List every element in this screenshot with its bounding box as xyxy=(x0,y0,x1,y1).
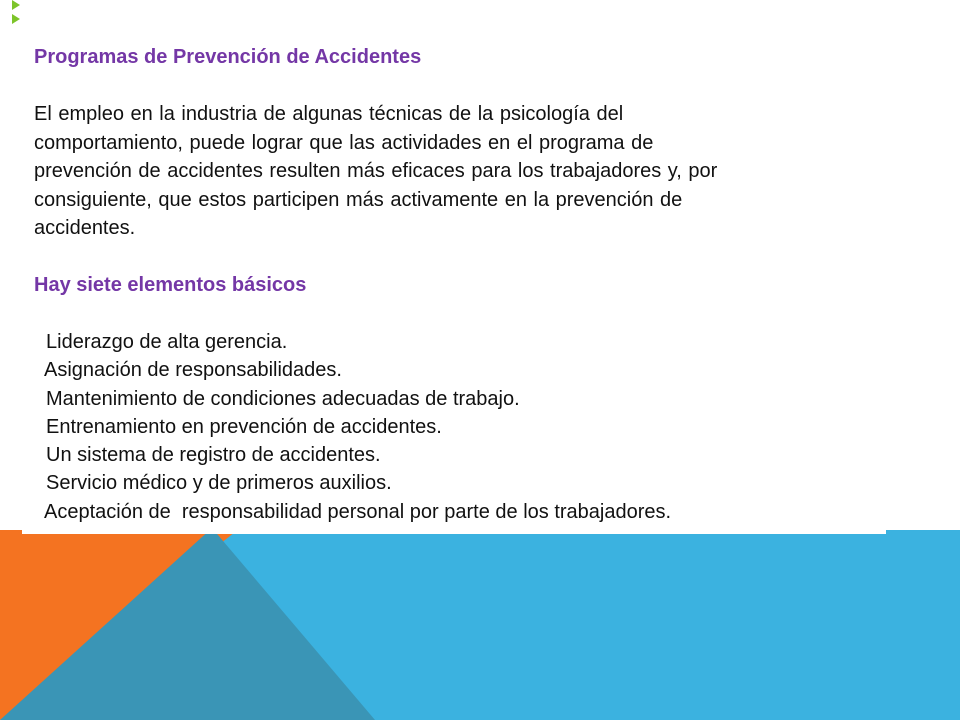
paragraph-line: El empleo en la industria de algunas técnicas de la psicología del xyxy=(34,103,624,125)
slide-bullet-markers xyxy=(12,0,20,28)
green-triangle-icon xyxy=(12,14,20,24)
list-item: Liderazgo de alta gerencia. xyxy=(46,331,288,353)
spacer xyxy=(34,72,864,101)
list-item: Aceptación de responsabilidad personal por parte de los trabajadores. xyxy=(44,500,672,523)
list-item: Entrenamiento en prevención de accidentes. xyxy=(46,415,442,438)
green-triangle-icon xyxy=(12,0,20,10)
list-item: Un sistema de registro de accidentes. xyxy=(46,444,381,467)
paragraph-line: comportamiento, puede lograr que las actividades en el programa de xyxy=(34,131,654,154)
paragraph-line: prevención de accidentes resulten más eficaces para los trabajadores y, por xyxy=(34,160,718,182)
list-item: Asignación de responsabilidades. xyxy=(44,359,342,382)
spacer xyxy=(34,300,864,329)
list-item: Servicio médico y de primeros auxilios. xyxy=(46,472,392,495)
elements-list xyxy=(34,328,864,526)
intro-paragraph xyxy=(34,100,864,243)
paragraph-line: consiguiente, que estos participen más activamente en la prevención de xyxy=(34,188,683,211)
paragraph-line: accidentes. xyxy=(34,217,136,239)
spacer xyxy=(34,243,864,272)
slide-title: Programas de Prevención de Accidentes xyxy=(34,46,422,68)
elements-subheading: Hay siete elementos básicos xyxy=(34,274,307,296)
list-item: Mantenimiento de condiciones adecuadas de trabajo. xyxy=(46,387,520,410)
slide-content xyxy=(34,43,864,526)
